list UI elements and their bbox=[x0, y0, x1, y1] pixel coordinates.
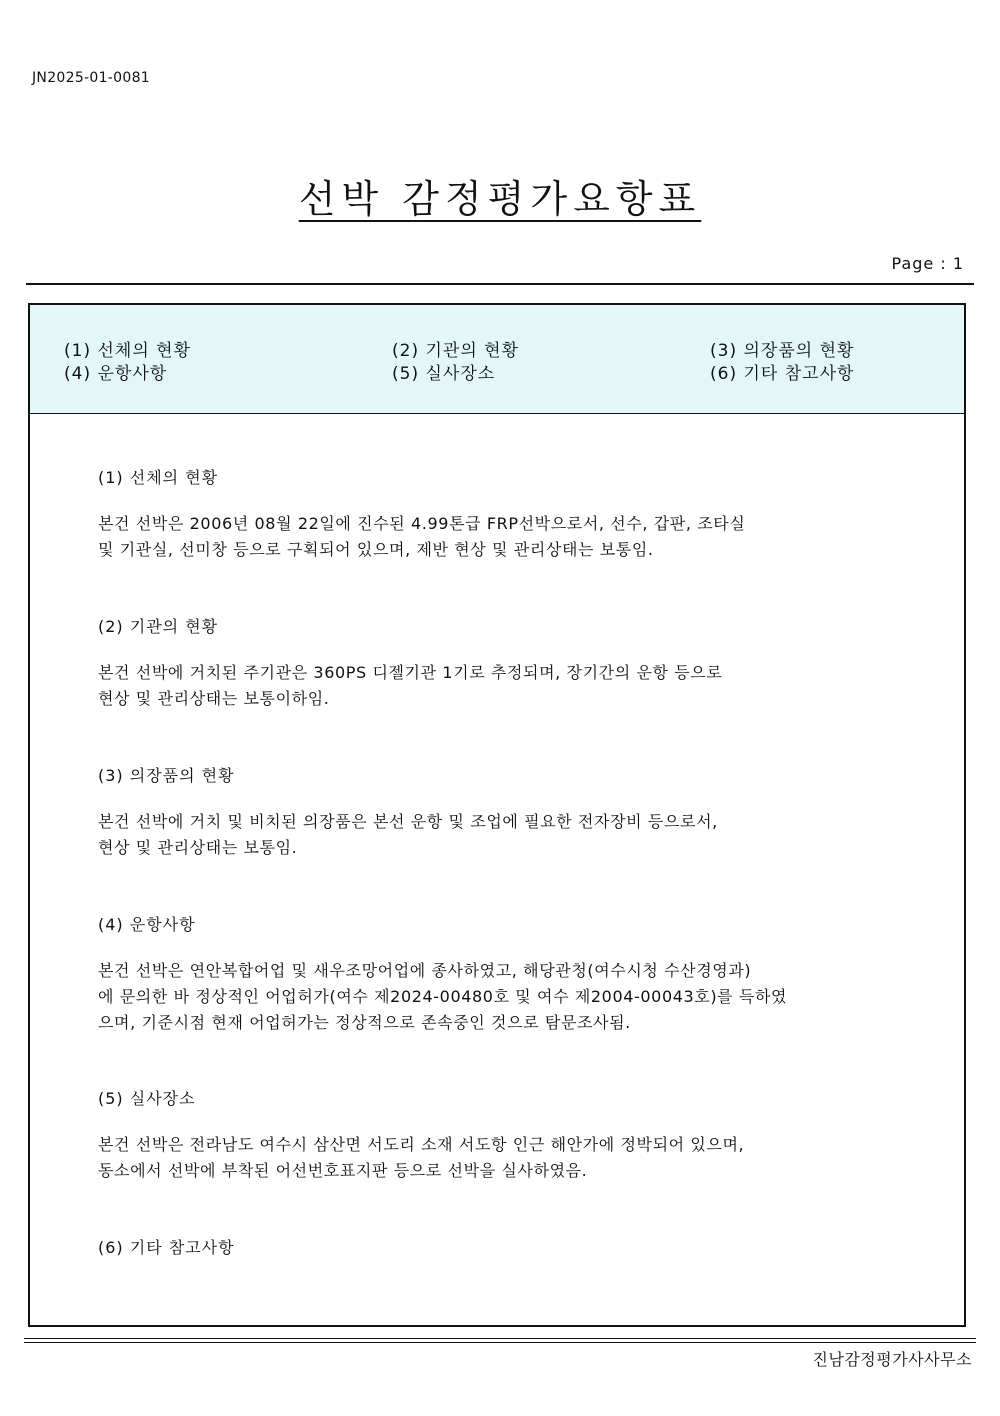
section-heading-4: (4) 운항사항 bbox=[98, 915, 196, 934]
section-heading-2: (2) 기관의 현황 bbox=[98, 617, 219, 636]
toc-item-6: (6) 기타 참고사항 bbox=[710, 364, 855, 384]
footer-rule-double bbox=[24, 1342, 976, 1343]
toc-item-1: (1) 선체의 현황 bbox=[64, 341, 191, 361]
page-number: Page : 1 bbox=[891, 254, 964, 273]
document-id: JN2025-01-0081 bbox=[32, 70, 150, 86]
section-heading-6: (6) 기타 참고사항 bbox=[98, 1238, 235, 1257]
toc-item-2: (2) 기관의 현황 bbox=[392, 341, 519, 361]
content-frame bbox=[28, 303, 966, 1327]
header-rule bbox=[26, 283, 974, 285]
document-title: 선박 감정평가요항표 bbox=[298, 177, 702, 221]
toc-item-3: (3) 의장품의 현황 bbox=[710, 341, 855, 361]
section-body-3: 본건 선박에 거치 및 비치된 의장품은 본선 운항 및 조업에 필요한 전자장비 등으로서, 현상 및 관리상태는 보통임. bbox=[98, 812, 718, 857]
table-of-contents bbox=[30, 305, 964, 414]
section-body-2: 본건 선박에 거치된 주기관은 360PS 디젤기관 1기로 추정되며, 장기간의 운항 등으로 현상 및 관리상태는 보통이하임. bbox=[98, 663, 723, 708]
office-name: 진남감정평가사사무소 bbox=[812, 1350, 972, 1369]
toc-item-5: (5) 실사장소 bbox=[392, 364, 496, 384]
toc-item-4: (4) 운항사항 bbox=[64, 364, 168, 384]
section-body-5: 본건 선박은 전라남도 여수시 삼산면 서도리 소재 서도항 인근 해안가에 정박되어 있으며, 동소에서 선박에 부착된 어선번호표지판 등으로 선박을 실사하였음. bbox=[98, 1135, 745, 1180]
section-body-4: 본건 선박은 연안복합어업 및 새우조망어업에 종사하였고, 해당관청(여수시청 수산경영과) 에 문의한 바 정상적인 어업허가(여수 제2024-00480호 및 여수 제2004-00043호)를 득하였 으며, 기준시점 현재 어업허가는 정상적으로 존속중인 것으로 탐문조사됨. bbox=[98, 961, 788, 1032]
footer-rule bbox=[24, 1338, 976, 1339]
section-heading-5: (5) 실사장소 bbox=[98, 1089, 196, 1108]
section-heading-3: (3) 의장품의 현황 bbox=[98, 766, 235, 785]
section-heading-1: (1) 선체의 현황 bbox=[98, 468, 219, 487]
section-body-1: 본건 선박은 2006년 08월 22일에 진수된 4.99톤급 FRP선박으로서, 선수, 갑판, 조타실 및 기관실, 선미창 등으로 구획되어 있으며, 제반 현상 및 관리상태는 보통임. bbox=[98, 514, 746, 559]
